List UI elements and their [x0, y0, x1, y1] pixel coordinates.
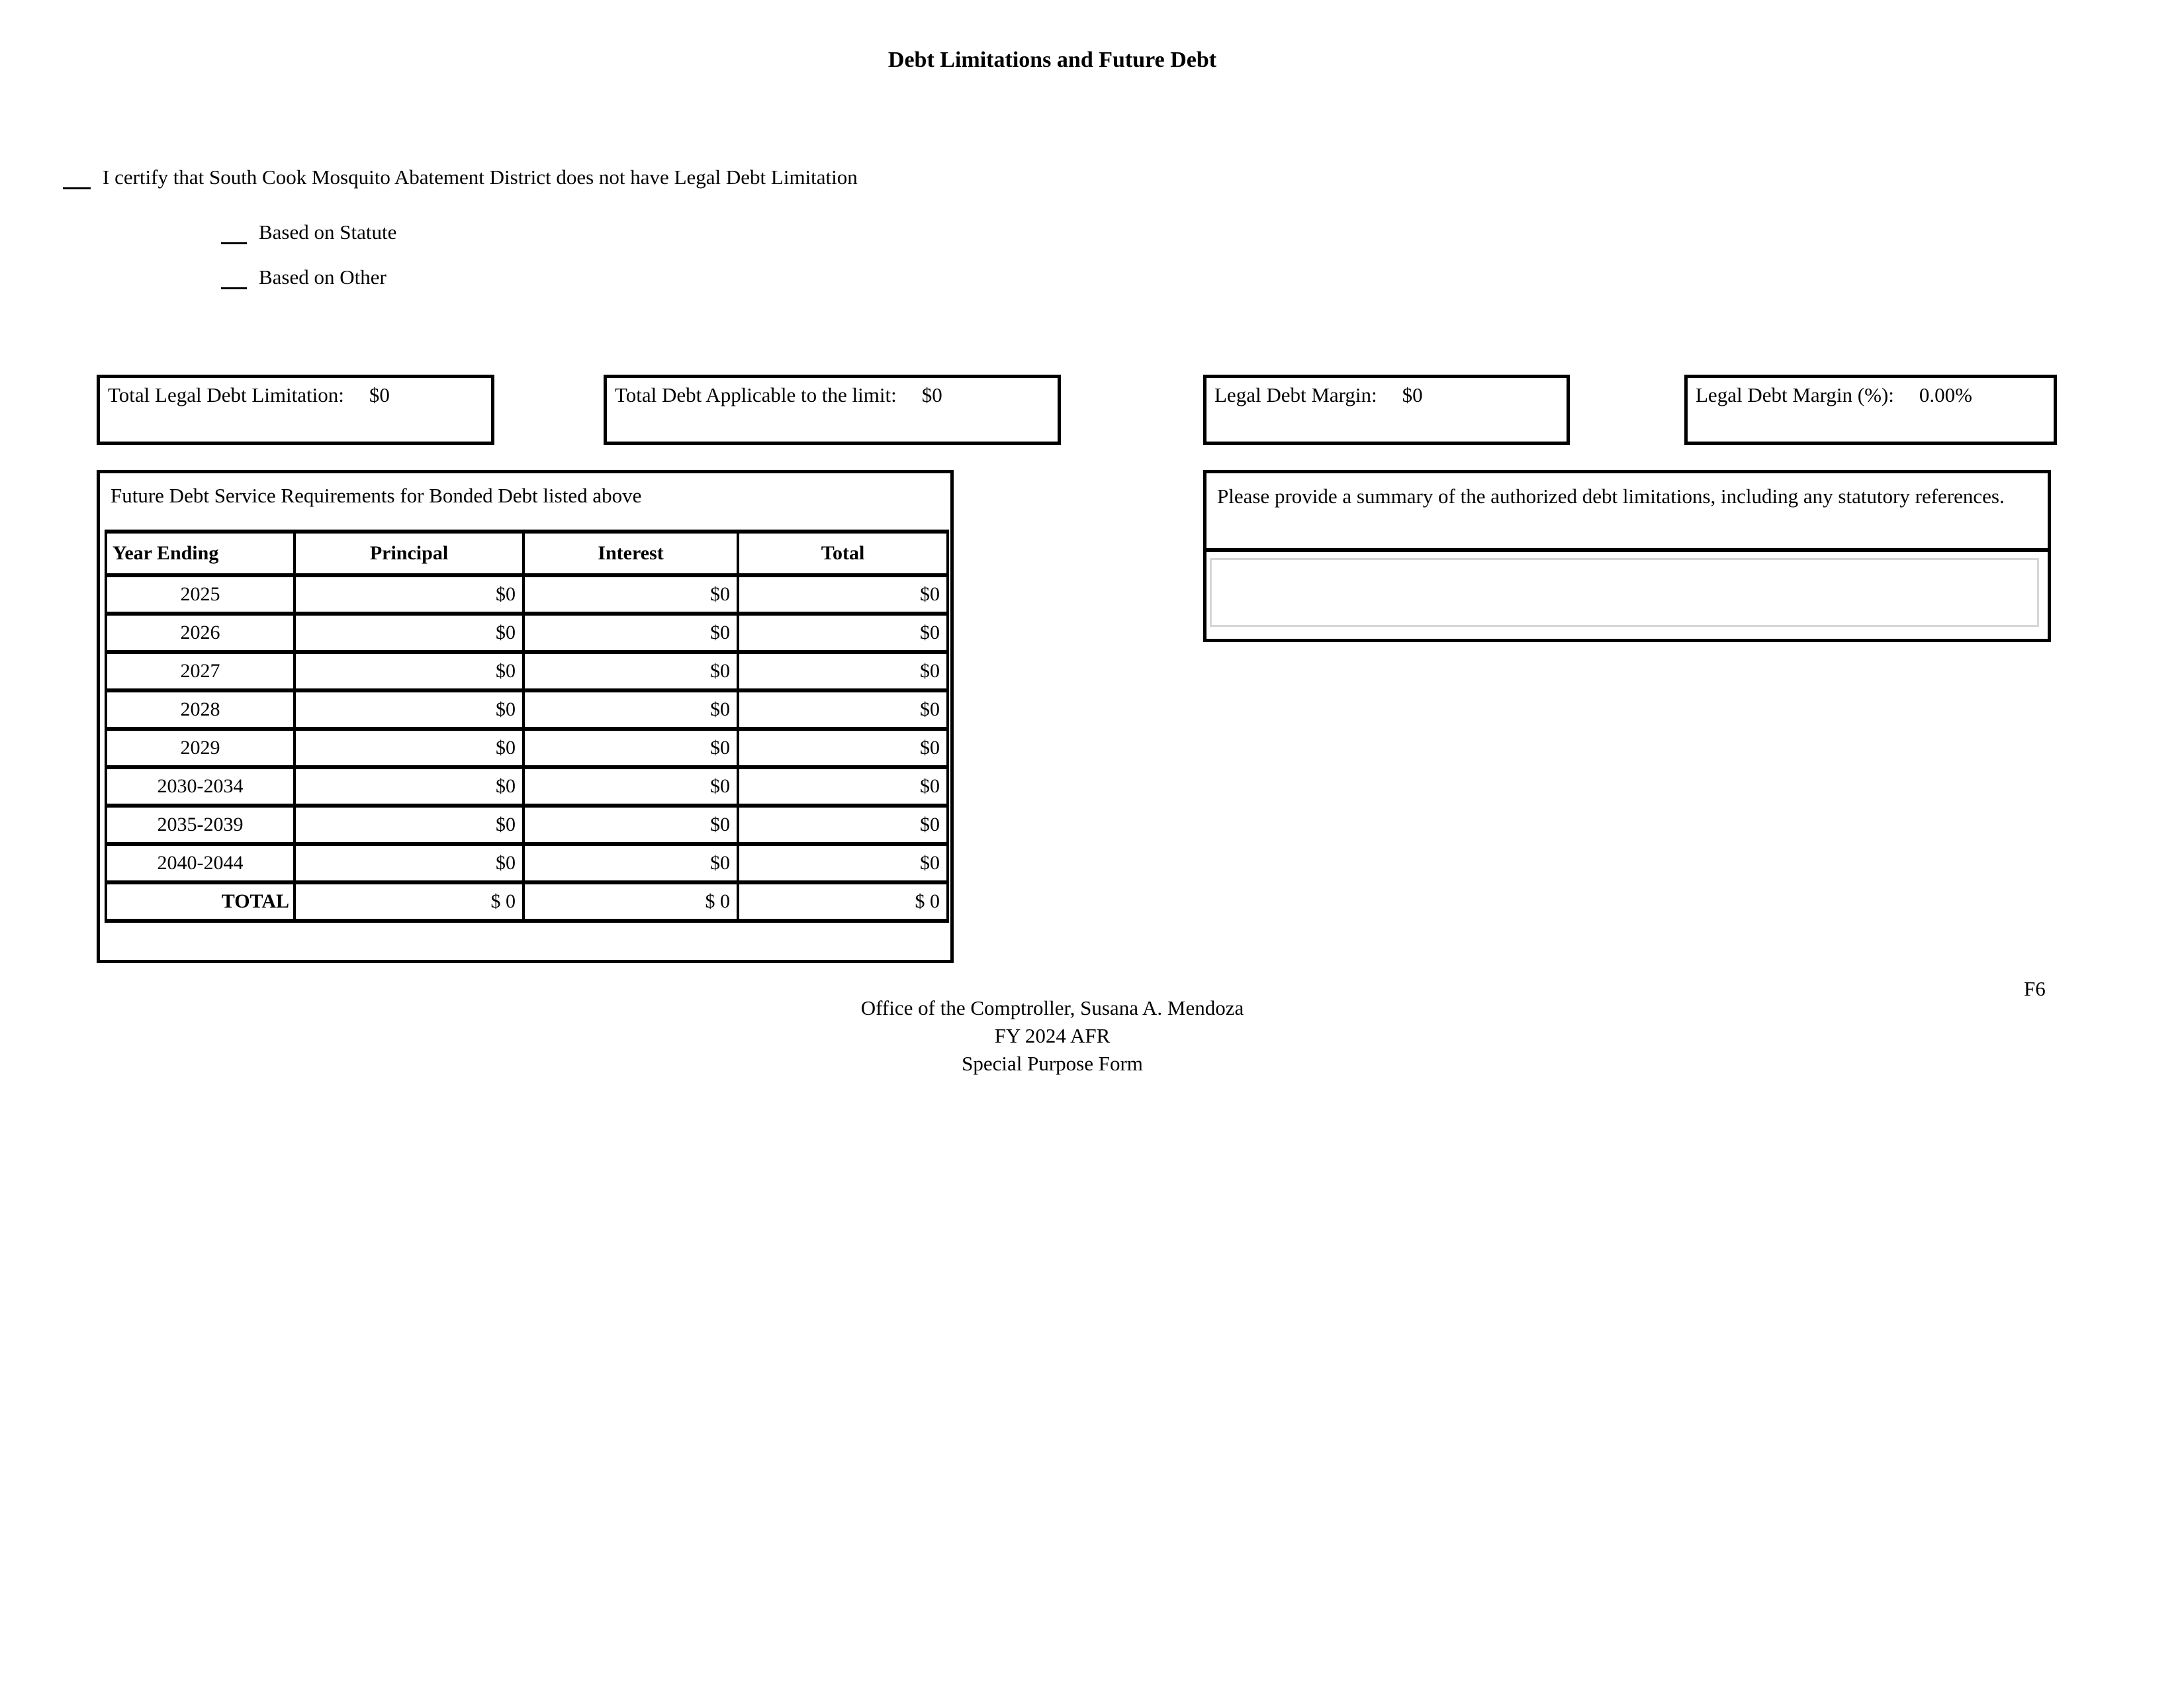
box-total-debt-applicable	[604, 375, 1061, 445]
cell-year: 2040-2044	[106, 844, 295, 882]
cell-year: 2030-2034	[106, 767, 295, 806]
future-debt-service-section	[97, 470, 954, 963]
other-label: Based on Other	[259, 265, 387, 289]
table-total-row	[106, 882, 948, 921]
table-header-row	[106, 532, 948, 575]
cell-year: 2026	[106, 614, 295, 652]
table-row	[106, 767, 948, 806]
table-row	[106, 614, 948, 652]
footer	[0, 994, 2105, 1078]
option-based-on-other	[221, 265, 387, 289]
column-header-interest: Interest	[523, 532, 738, 575]
column-header-year-ending: Year Ending	[106, 532, 295, 575]
cell-total: $0	[738, 767, 948, 806]
certification-line	[63, 165, 858, 189]
cell-total: $0	[738, 806, 948, 844]
other-blank-line[interactable]	[221, 267, 247, 289]
box-label: Total Debt Applicable to the limit:	[615, 383, 897, 406]
box-total-legal-debt-limitation	[97, 375, 494, 445]
cell-interest: $0	[523, 614, 738, 652]
box-label: Legal Debt Margin (%):	[1696, 383, 1894, 406]
table-row	[106, 729, 948, 767]
summary-prompt: Please provide a summary of the authorized debt limitations, including any statutory references.	[1206, 473, 2048, 552]
cell-interest: $0	[523, 575, 738, 614]
cell-total: $0	[738, 652, 948, 690]
cell-total-label: TOTAL	[106, 882, 295, 921]
statute-blank-line[interactable]	[221, 222, 247, 244]
cell-year: 2025	[106, 575, 295, 614]
cell-interest: $0	[523, 767, 738, 806]
table-row	[106, 690, 948, 729]
cell-principal: $0	[295, 614, 523, 652]
cell-total: $0	[738, 690, 948, 729]
cell-year: 2035-2039	[106, 806, 295, 844]
cell-principal: $0	[295, 767, 523, 806]
box-label: Legal Debt Margin:	[1214, 383, 1377, 406]
cell-year: 2029	[106, 729, 295, 767]
cell-total: $0	[738, 575, 948, 614]
summary-input[interactable]	[1210, 558, 2039, 627]
debt-service-table	[105, 530, 949, 923]
cell-principal: $0	[295, 806, 523, 844]
cell-principal: $0	[295, 729, 523, 767]
page-title: Debt Limitations and Future Debt	[887, 48, 1217, 72]
box-value: 0.00%	[1919, 383, 1972, 406]
cell-principal: $0	[295, 690, 523, 729]
cell-interest: $0	[523, 652, 738, 690]
cell-principal: $0	[295, 575, 523, 614]
table-caption: Future Debt Service Requirements for Bonded Debt listed above	[111, 484, 642, 507]
certify-statement: I certify that South Cook Mosquito Abatement District does not have Legal Debt Limitation	[103, 165, 858, 189]
box-legal-debt-margin-pct	[1684, 375, 2057, 445]
cell-principal-total: $ 0	[295, 882, 523, 921]
cell-total: $0	[738, 844, 948, 882]
cell-interest: $0	[523, 844, 738, 882]
cell-grand-total: $ 0	[738, 882, 948, 921]
certify-blank-line[interactable]	[63, 167, 91, 189]
debt-limitations-summary-section	[1203, 470, 2051, 642]
cell-interest: $0	[523, 806, 738, 844]
table-row	[106, 806, 948, 844]
table-row	[106, 575, 948, 614]
box-label: Total Legal Debt Limitation:	[108, 383, 344, 406]
page-number: F6	[2024, 977, 2046, 1000]
statute-label: Based on Statute	[259, 220, 397, 244]
cell-principal: $0	[295, 844, 523, 882]
cell-year: 2028	[106, 690, 295, 729]
cell-total: $0	[738, 729, 948, 767]
cell-interest: $0	[523, 729, 738, 767]
footer-line-office: Office of the Comptroller, Susana A. Mendoza	[860, 996, 1244, 1019]
cell-total: $0	[738, 614, 948, 652]
column-header-principal: Principal	[295, 532, 523, 575]
box-value: $0	[369, 383, 390, 406]
column-header-total: Total	[738, 532, 948, 575]
cell-interest: $0	[523, 690, 738, 729]
cell-principal: $0	[295, 652, 523, 690]
footer-line-form: Special Purpose Form	[962, 1052, 1143, 1075]
cell-year: 2027	[106, 652, 295, 690]
box-value: $0	[921, 383, 942, 406]
box-legal-debt-margin	[1203, 375, 1570, 445]
option-based-on-statute	[221, 220, 396, 244]
box-value: $0	[1402, 383, 1423, 406]
footer-line-fy: FY 2024 AFR	[994, 1024, 1111, 1047]
table-row	[106, 844, 948, 882]
table-row	[106, 652, 948, 690]
cell-interest-total: $ 0	[523, 882, 738, 921]
